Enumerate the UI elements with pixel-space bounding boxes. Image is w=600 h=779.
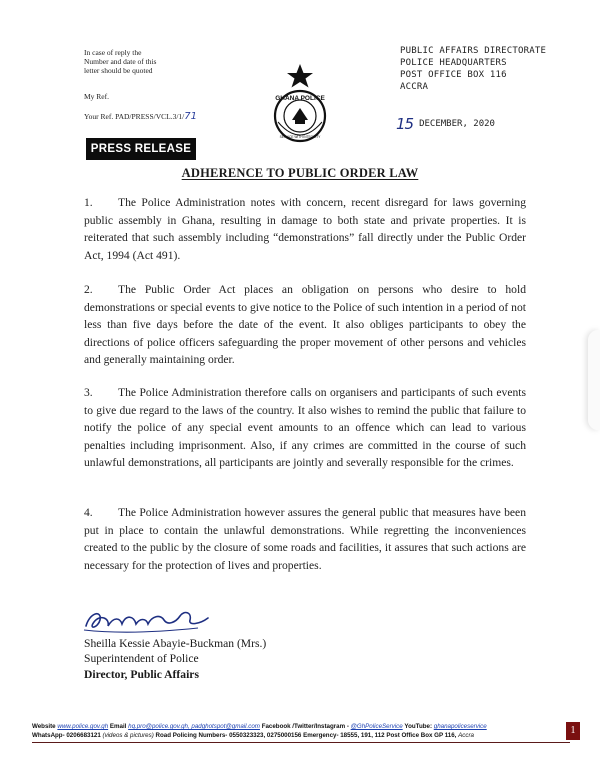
paragraph-number: 2. (84, 283, 93, 296)
paragraph-3 (84, 384, 526, 472)
address-line: POST OFFICE BOX 116 (400, 70, 507, 80)
paragraph-2 (84, 281, 526, 369)
paragraph-4 (84, 504, 526, 574)
contact-footer (32, 722, 578, 740)
footer-email-links[interactable]: hq.pro@police.gov.gh, padghotspot@gmail.com (128, 723, 260, 730)
crest-text-bottom: SERVICE WITH INTEGRITY (279, 135, 321, 139)
document-date (396, 115, 495, 133)
footer-social-handle[interactable]: @GhPoliceService (350, 723, 403, 730)
your-reference-handwritten: 71 (184, 111, 197, 122)
paragraph-number: 4. (84, 506, 93, 519)
date-month-year: DECEMBER, 2020 (419, 119, 495, 129)
crest-star-icon (287, 64, 313, 88)
document-title (0, 166, 600, 181)
paragraph-text: The Police Administration therefore calls on organisers and participants of such events to give due regard to the laws of the country. It also wishes to remind the public that failure to notify the police of any special event amounts to an offence which can lead to various penalties including imprisonment. Also, if any crimes are committed in the course of such unlawful demonstrations, all participants are jointly and severally responsible for the crimes. (84, 386, 526, 469)
footer-road-policing: Road Policing Numbers- 0550323323, 0275000156 (155, 732, 302, 739)
footer-pobox: Post Office Box GP 116, (386, 732, 457, 739)
footer-line-1 (32, 722, 578, 731)
footer-email-label: Email (109, 723, 127, 730)
address-line: POLICE HEADQUARTERS (400, 58, 507, 68)
signatory-title: Director, Public Affairs (84, 668, 199, 681)
handwritten-signature (80, 604, 230, 638)
footer-social-label: Facebook /Twitter/Instagram - (261, 723, 349, 730)
paragraph-number: 3. (84, 386, 93, 399)
footer-divider (32, 742, 570, 743)
paragraph-text: The Police Administration however assures the general public that measures have been put in place to contain the unlawful demonstrations. While regretting the inconveniences created to the public by the closure of some roads and facilities, it assures that such actions are necessary for the protection of lives and properties. (84, 506, 526, 572)
footer-website-link[interactable]: www.police.gov.gh (57, 723, 109, 730)
address-line: PUBLIC AFFAIRS DIRECTORATE (400, 46, 547, 56)
ghana-police-crest-icon (262, 62, 338, 146)
paragraph-text: The Police Administration notes with concern, recent disregard for laws governing public assembly in Ghana, resulting in damage to both state and private properties. It is reiterated that such assembly including “demonstrations” fall directly under the Public Order Act, 1994 (Act 491). (84, 196, 526, 262)
footer-line-2 (32, 731, 578, 740)
signatory-name: Sheilla Kessie Abayie-Buckman (Mrs.) (84, 637, 267, 650)
my-reference: My Ref. (84, 92, 109, 101)
crest-text-top: GHANA POLICE (275, 95, 325, 102)
document-title-text: ADHERENCE TO PUBLIC ORDER LAW (181, 166, 419, 180)
footer-website-label: Website (32, 723, 56, 730)
address-block (400, 45, 546, 93)
signatory-rank: Superintendent of Police (84, 652, 199, 665)
paragraph-1 (84, 194, 526, 264)
date-day-handwritten: 15 (396, 115, 414, 133)
your-reference (84, 111, 197, 122)
footer-whatsapp-note: (videos & pictures) (102, 732, 154, 739)
footer-youtube-link[interactable]: ghanapoliceservice (433, 723, 487, 730)
footer-youtube-label: YouTube: (404, 723, 433, 730)
address-line: ACCRA (400, 82, 429, 92)
page-edge-handle (588, 330, 600, 430)
paragraph-text: The Public Order Act places an obligation on persons who desire to hold demonstrations or special events to give notice to the Police of such intention in a period of not less than five days before the date of the event. It also obliges participants to obey the directions of police officers safeguarding the proper movement of other persons and vehicles and generally maintaining order. (84, 283, 526, 366)
footer-city: Accra (458, 732, 474, 739)
paragraph-number: 1. (84, 196, 93, 209)
footer-whatsapp: WhatsApp- 0206683121 (32, 732, 101, 739)
footer-emergency: Emergency- 18555, 191, 112 (303, 732, 385, 739)
reference-note: In case of reply the Number and date of this letter should be quoted (84, 48, 157, 75)
press-release-badge: PRESS RELEASE (86, 138, 196, 160)
page-number-badge: 1 (566, 722, 580, 740)
your-reference-text: Your Ref. PAD/PRESS/VCL.3/1/ (84, 112, 185, 121)
